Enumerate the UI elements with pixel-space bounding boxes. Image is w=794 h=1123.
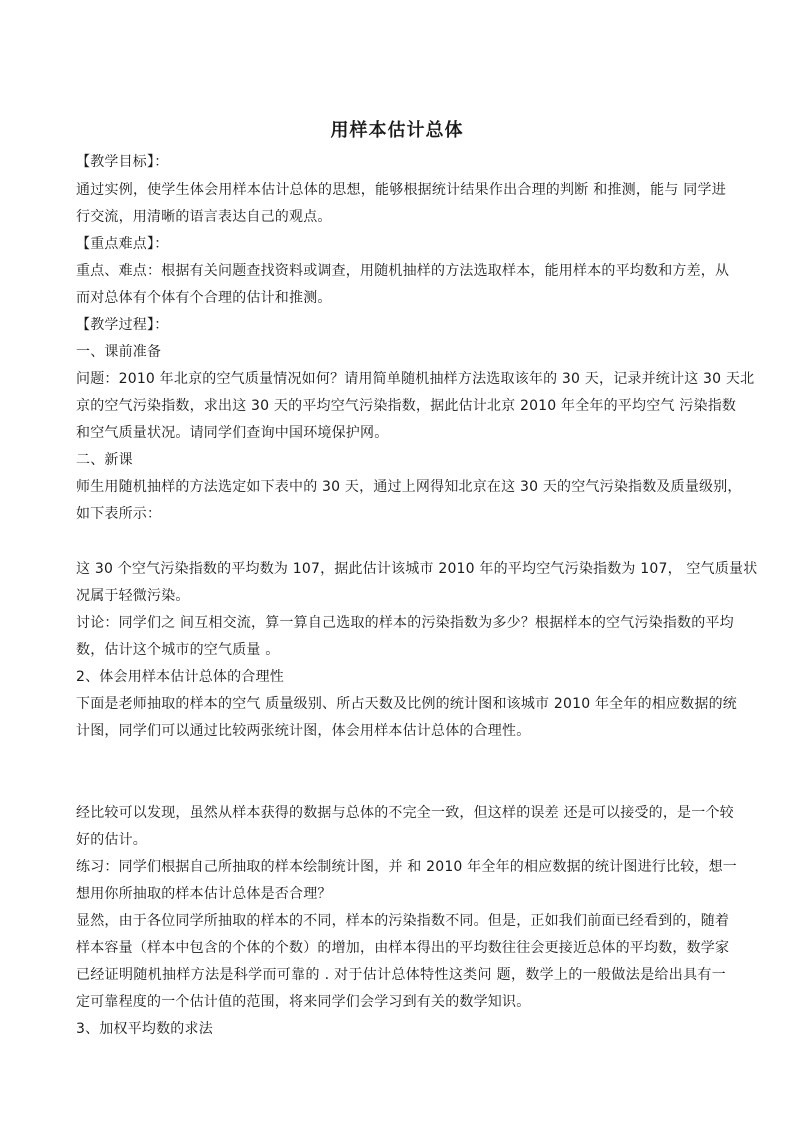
paragraph-line: 重点、难点：根据有关问题查找资料或调查，用随机抽样的方法选取样本，能用样本的平均数和方差，从	[76, 263, 730, 279]
paragraph-line: 数，估计这个城市的空气质量 。	[76, 642, 280, 658]
heading-teaching-goals: 【教学目标】：	[76, 154, 169, 170]
paragraph-line: 问题：2010 年北京的空气质量情况如何？请用简单随机抽样方法选取该年的 30 天，记录并统计这 30 天北	[76, 371, 755, 387]
paragraph-line: 样本容量（样本中包含的个体的个数）的增加，由样本得出的平均数往往会更接近总体的平均数，数学家	[76, 940, 730, 956]
paragraph-line: 通过实例，使学生体会用样本估计总体的思想，能够根据统计结果作出合理的判断 和推测，能与 同学进	[76, 182, 726, 198]
paragraph-line: 京的空气污染指数，求出这 30 天的平均空气污染指数，据此估计北京 2010 年全年的平均空气 污染指数	[76, 398, 737, 414]
paragraph-line: 经比较可以发现，虽然从样本获得的数据与总体的不完全一致，但这样的误差 还是可以接受的，是一个较	[76, 805, 734, 821]
paragraph-line: 况属于轻微污染。	[76, 588, 190, 604]
paragraph-line: 而对总体有个体有个合理的估计和推测。	[76, 290, 332, 306]
paragraph-line: 已经证明随机抽样方法是科学而可靠的 . 对于估计总体特性这类问 题，数学上的一般做法是给出具有一	[76, 967, 726, 983]
section-heading: 2、体会用样本估计总体的合理性	[76, 669, 284, 685]
paragraph-line: 想用你所抽取的样本估计总体是否合理？	[76, 886, 332, 902]
heading-teaching-process: 【教学过程】：	[76, 317, 169, 333]
paragraph-line: 行交流，用清晰的语言表达自己的观点。	[76, 209, 332, 225]
paragraph-line: 师生用随机抽样的方法选定如下表中的 30 天，通过上网得知北京在这 30 天的空气污染指数及质量级别，	[76, 479, 742, 495]
section-heading: 二、新课	[76, 452, 133, 468]
paragraph-line: 定可靠程度的一个估计值的范围，将来同学们会学习到有关的数学知识。	[76, 994, 531, 1010]
paragraph-line: 好的估计。	[76, 832, 147, 848]
page-title: 用样本估计总体	[330, 120, 464, 141]
paragraph-line: 如下表所示：	[76, 506, 162, 522]
paragraph-line: 和空气质量状况。请同学们查询中国环境保护网。	[76, 425, 389, 441]
paragraph-line: 下面是老师抽取的样本的空气 质量级别、所占天数及比例的统计图和该城市 2010 年全年的相应数据的统	[76, 696, 737, 712]
section-heading: 一、课前准备	[76, 344, 162, 360]
paragraph-line: 这 30 个空气污染指数的平均数为 107，据此估计该城市 2010 年的平均空气污染指数为 107， 空气质量状	[76, 561, 758, 577]
paragraph-line: 练习：同学们根据自己所抽取的样本绘制统计图，并 和 2010 年全年的相应数据的统计图进行比较，想一	[76, 859, 737, 875]
paragraph-line: 显然，由于各位同学所抽取的样本的不同，样本的污染指数不同。但是，正如我们前面已经看到的，随着	[76, 913, 730, 929]
paragraph-line: 讨论：同学们之 间互相交流，算一算自己选取的样本的污染指数为多少？根据样本的空气污染指数的平均	[76, 615, 734, 631]
heading-key-points: 【重点难点】：	[76, 236, 169, 252]
section-heading: 3、加权平均数的求法	[76, 1021, 213, 1037]
paragraph-line: 计图，同学们可以通过比较两张统计图，体会用样本估计总体的合理性。	[76, 723, 531, 739]
